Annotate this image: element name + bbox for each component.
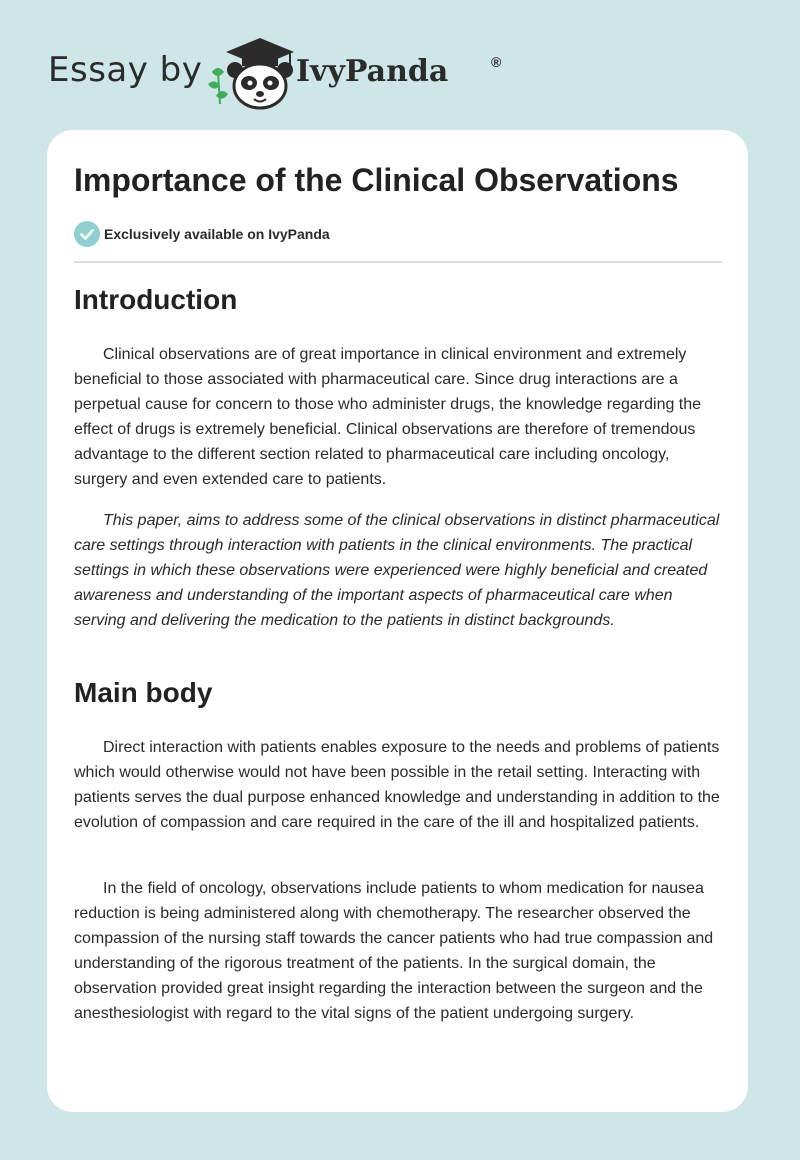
panda-logo-icon xyxy=(202,34,298,110)
check-circle-icon xyxy=(74,221,100,247)
paragraph: Clinical observations are of great importance in clinical environment and extremely beneficial to those associated with pharmaceutical care. Since drug interactions are a perpetual cause for concern to those who administer drugs, the knowledge regarding the effect of drugs is extremely beneficial. Clinical observations are therefore of tremendous advantage to the different section related to pharmaceutical care including oncology, surgery and even extended care to patients. xyxy=(74,346,702,488)
section-heading-introduction: Introduction xyxy=(74,284,238,315)
paragraph-italic: This paper, aims to address some of the clinical observations in distinct pharmaceutical care settings through interaction with patients in the clinical environments. The practical settings in which these observations were experienced were highly beneficial and created awareness and understanding of the important aspects of pharmaceutical care when serving and delivering the medication to the patients in distinct backgrounds. xyxy=(74,512,720,629)
section-heading-main-body: Main body xyxy=(74,677,213,708)
brand-name: IvyPanda xyxy=(296,54,449,89)
brand-header[interactable] xyxy=(48,34,548,114)
brand-prefix: Essay by xyxy=(48,50,203,90)
title-divider xyxy=(74,261,722,263)
paragraph: Direct interaction with patients enables exposure to the needs and problems of patients which would otherwise would not have been possible in the retail setting. Interacting with patients serves the dual purpose enhanced knowledge and understanding in addition to the evolution of compassion and care required in the care of the ill and hospitalized patients. xyxy=(74,739,720,831)
essay-card xyxy=(47,130,748,1112)
badge-label: Exclusively available on IvyPanda xyxy=(104,226,330,242)
registered-mark: ® xyxy=(491,54,502,70)
paragraph: In the field of oncology, observations include patients to whom medication for nausea reduction is being administered along with chemotherapy. The researcher observed the compassion of the nursing staff towards the cancer patients who had true compassion and understanding of the rigorous treatment of the patients. In the surgical domain, the observation provided great insight regarding the interaction between the surgeon and the anesthesiologist with regard to the vital signs of the patient undergoing surgery. xyxy=(74,880,714,1022)
page-title: Importance of the Clinical Observations xyxy=(74,162,679,198)
